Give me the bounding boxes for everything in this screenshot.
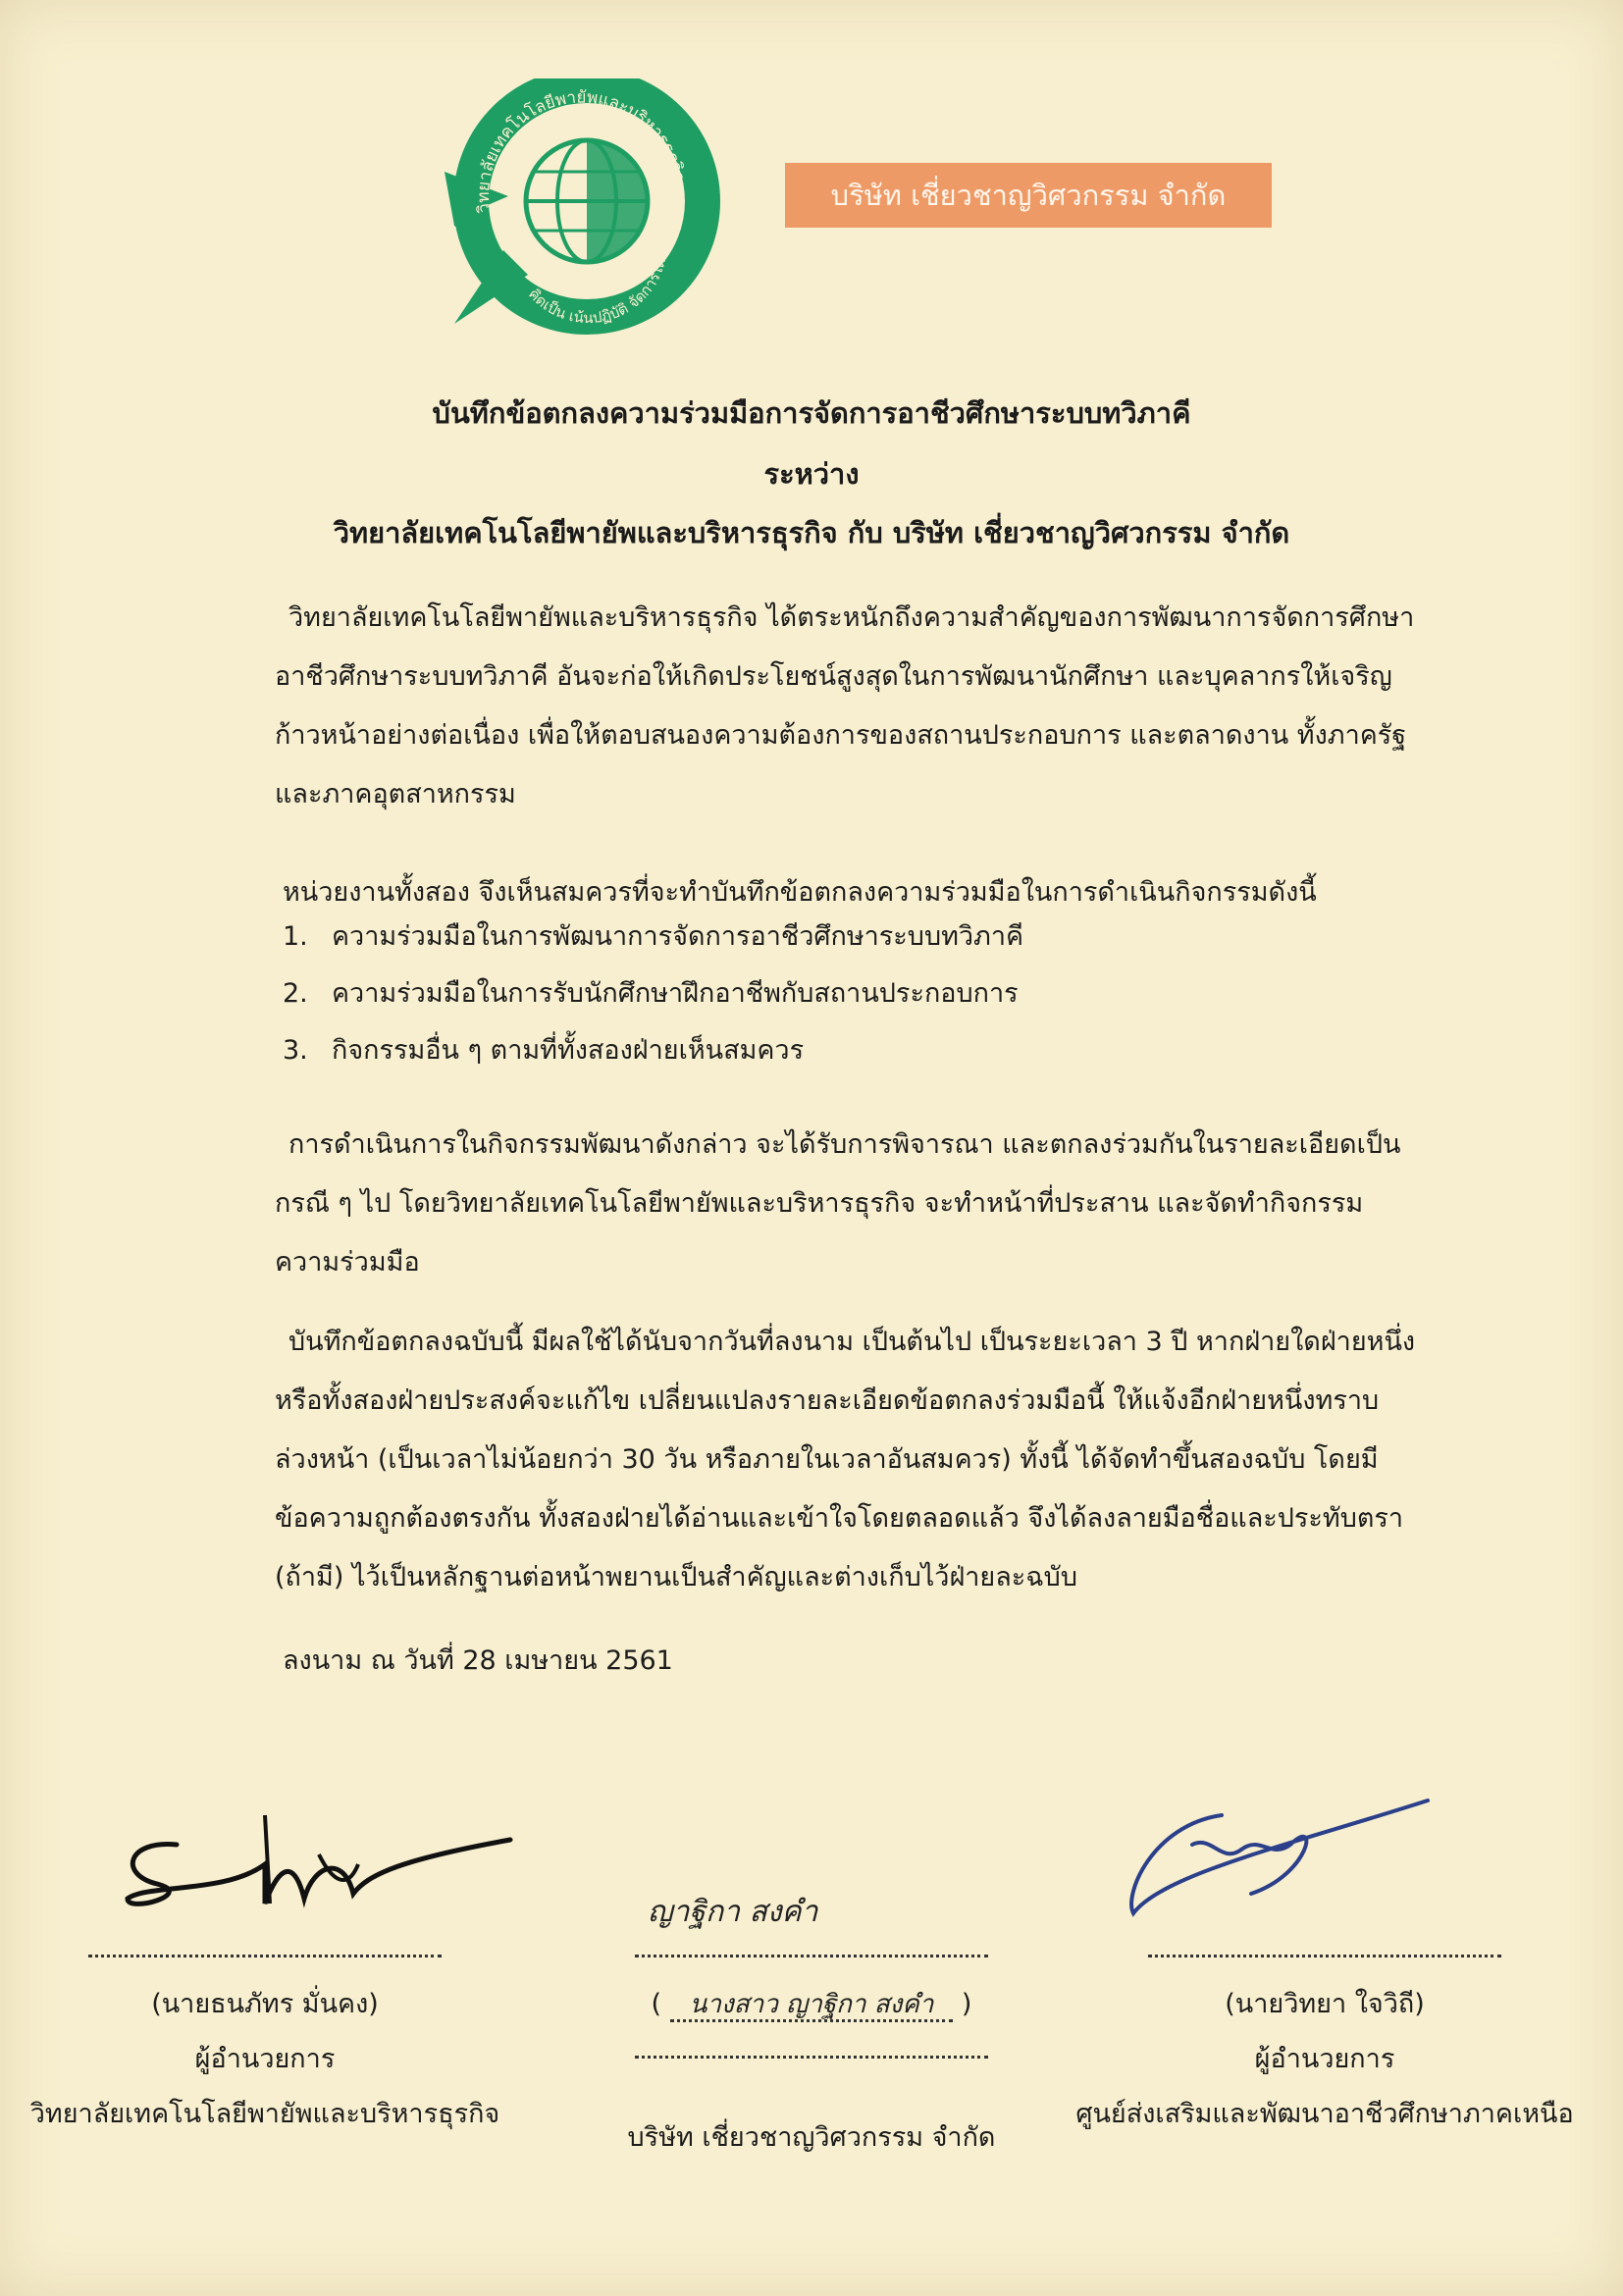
signature-block-right [1070,1953,1580,2142]
company-badge: บริษัท เชี่ยวชาญวิศวกรรม จำกัด [785,163,1272,228]
list-item-text: ความร่วมมือในการรับนักศึกษาฝึกอาชีพกับสถานประกอบการ [332,978,1019,1009]
signature-dotted-line [635,1953,988,1957]
signer-position: ผู้อำนวยการ [1254,2044,1395,2074]
paragraph-4 [275,1313,1419,1607]
signer-position: ผู้อำนวยการ [194,2044,336,2074]
signer-org: วิทยาลัยเทคโนโลยีพายัพและบริหารธุรกิจ [29,2099,500,2129]
list-item-2 [283,974,1019,1014]
title-line-1: บันทึกข้อตกลงความร่วมมือการจัดการอาชีวศึกษาระบบทวิภาคี [432,396,1191,430]
signature-right-icon [1094,1786,1447,1933]
signature-left-icon [108,1805,520,1933]
list-item-text: ความร่วมมือในการพัฒนาการจัดการอาชีวศึกษาระบบทวิภาคี [332,921,1024,952]
list-item-text: กิจกรรมอื่น ๆ ตามที่ทั้งสองฝ่ายเห็นสมควร [332,1035,805,1066]
signature-block-left [10,1953,520,2142]
handwritten-center-top: ญาฐิกา สงคำ [648,1895,818,1929]
paren-close: ) [961,1989,972,2019]
paragraph-2-intro: หน่วยงานทั้งสอง จึงเห็นสมควรที่จะทำบันทึกข้อตกลงความร่วมมือในการดำเนินกิจกรรมดังนี้ [283,877,1317,908]
signer-name-row [556,1977,1067,2032]
paragraph-3 [275,1116,1419,1292]
position-dotted-line [635,2056,988,2059]
title-line-2: ระหว่าง [763,457,860,491]
title-line-3: วิทยาลัยเทคโนโลยีพายัพและบริหารธุรกิจ กับ บริษัท เชี่ยวชาญวิศวกรรม จำกัด [333,516,1290,549]
paragraph-1-text: วิทยาลัยเทคโนโลยีพายัพและบริหารธุรกิจ ได้ตระหนักถึงความสำคัญของการพัฒนาการจัดการศึกษาอาชีวศึกษาระบบทวิภาคี อันจะก่อให้เกิดประโยชน์สูงสุดในการพัฒนานักศึกษา และบุคลากรให้เจริญก้าวหน้าอย่างต่อเนื่อง เพื่อให้ตอบสนองความต้องการของสถานประกอบการ และตลาดงาน ทั้งภาครัฐและภาคอุตสาหกรรม [275,602,1415,809]
signer-org: ศูนย์ส่งเสริมและพัฒนาอาชีวศึกษาภาคเหนือ [1075,2099,1574,2129]
paragraph-4-text: บันทึกข้อตกลงฉบับนี้ มีผลใช้ได้นับจากวันที่ลงนาม เป็นต้นไป เป็นระยะเวลา 3 ปี หากฝ่ายใดฝ่ายหนึ่ง หรือทั้งสองฝ่ายประสงค์จะแก้ไข เปลี่ยนแปลงรายละเอียดข้อตกลงร่วมมือนี้ ให้แจ้งอีกฝ่ายหนึ่งทราบล่วงหน้า (เป็นเวลาไม่น้อยกว่า 30 วัน หรือภายในเวลาอันสมควร) ทั้งนี้ ได้จัดทำขึ้นสองฉบับ โดยมีข้อความถูกต้องตรงกัน ทั้งสองฝ่ายได้อ่านและเข้าใจโดยตลอดแล้ว จึงได้ลงลายมือชื่อและประทับตรา (ถ้ามี) ไว้เป็นหลักฐานต่อหน้าพยานเป็นสำคัญและต่างเก็บไว้ฝ่ายละฉบับ [275,1327,1416,1592]
signer-name: (นายวิทยา ใจวิถี) [1225,1989,1425,2019]
paren-open: ( [651,1989,662,2019]
handwritten-center-name: นางสาว ญาฐิกา สงคำ [670,1990,954,2022]
list-item-3 [283,1031,804,1070]
paragraph-1 [275,589,1419,824]
signer-position-blank [556,2056,1067,2111]
signed-date: ลงนาม ณ วันที่ 28 เมษายน 2561 [283,1645,673,1676]
signature-dotted-line [88,1953,442,1957]
logo-ring-top-text: วิทยาลัยเทคโนโลยีพายัพและบริหารธุรกิจ [473,87,689,214]
list-item-1 [283,917,1023,957]
signature-block-center [556,1953,1067,2166]
list-item-number: 1. [283,921,308,952]
signature-dotted-line [1148,1953,1501,1957]
paragraph-3-text: การดำเนินการในกิจกรรมพัฒนาดังกล่าว จะได้รับการพิจารณา และตกลงร่วมกันในรายละเอียดเป็นกรณี ๆ ไป โดยวิทยาลัยเทคโนโลยีพายัพและบริหารธุรกิจ จะทำหน้าที่ประสาน และจัดทำกิจกรรมความร่วมมือ [275,1129,1401,1278]
signer-org: บริษัท เชี่ยวชาญวิศวกรรม จำกัด [627,2122,996,2153]
list-item-number: 3. [283,1035,308,1066]
logo-ring-bottom-text: คิดเป็น เน้นปฏิบัติ จัดการได้ [524,255,670,327]
list-item-number: 2. [283,978,308,1009]
signer-name: (นายธนภัทร มั่นคง) [151,1989,379,2019]
college-logo-icon [435,78,729,336]
